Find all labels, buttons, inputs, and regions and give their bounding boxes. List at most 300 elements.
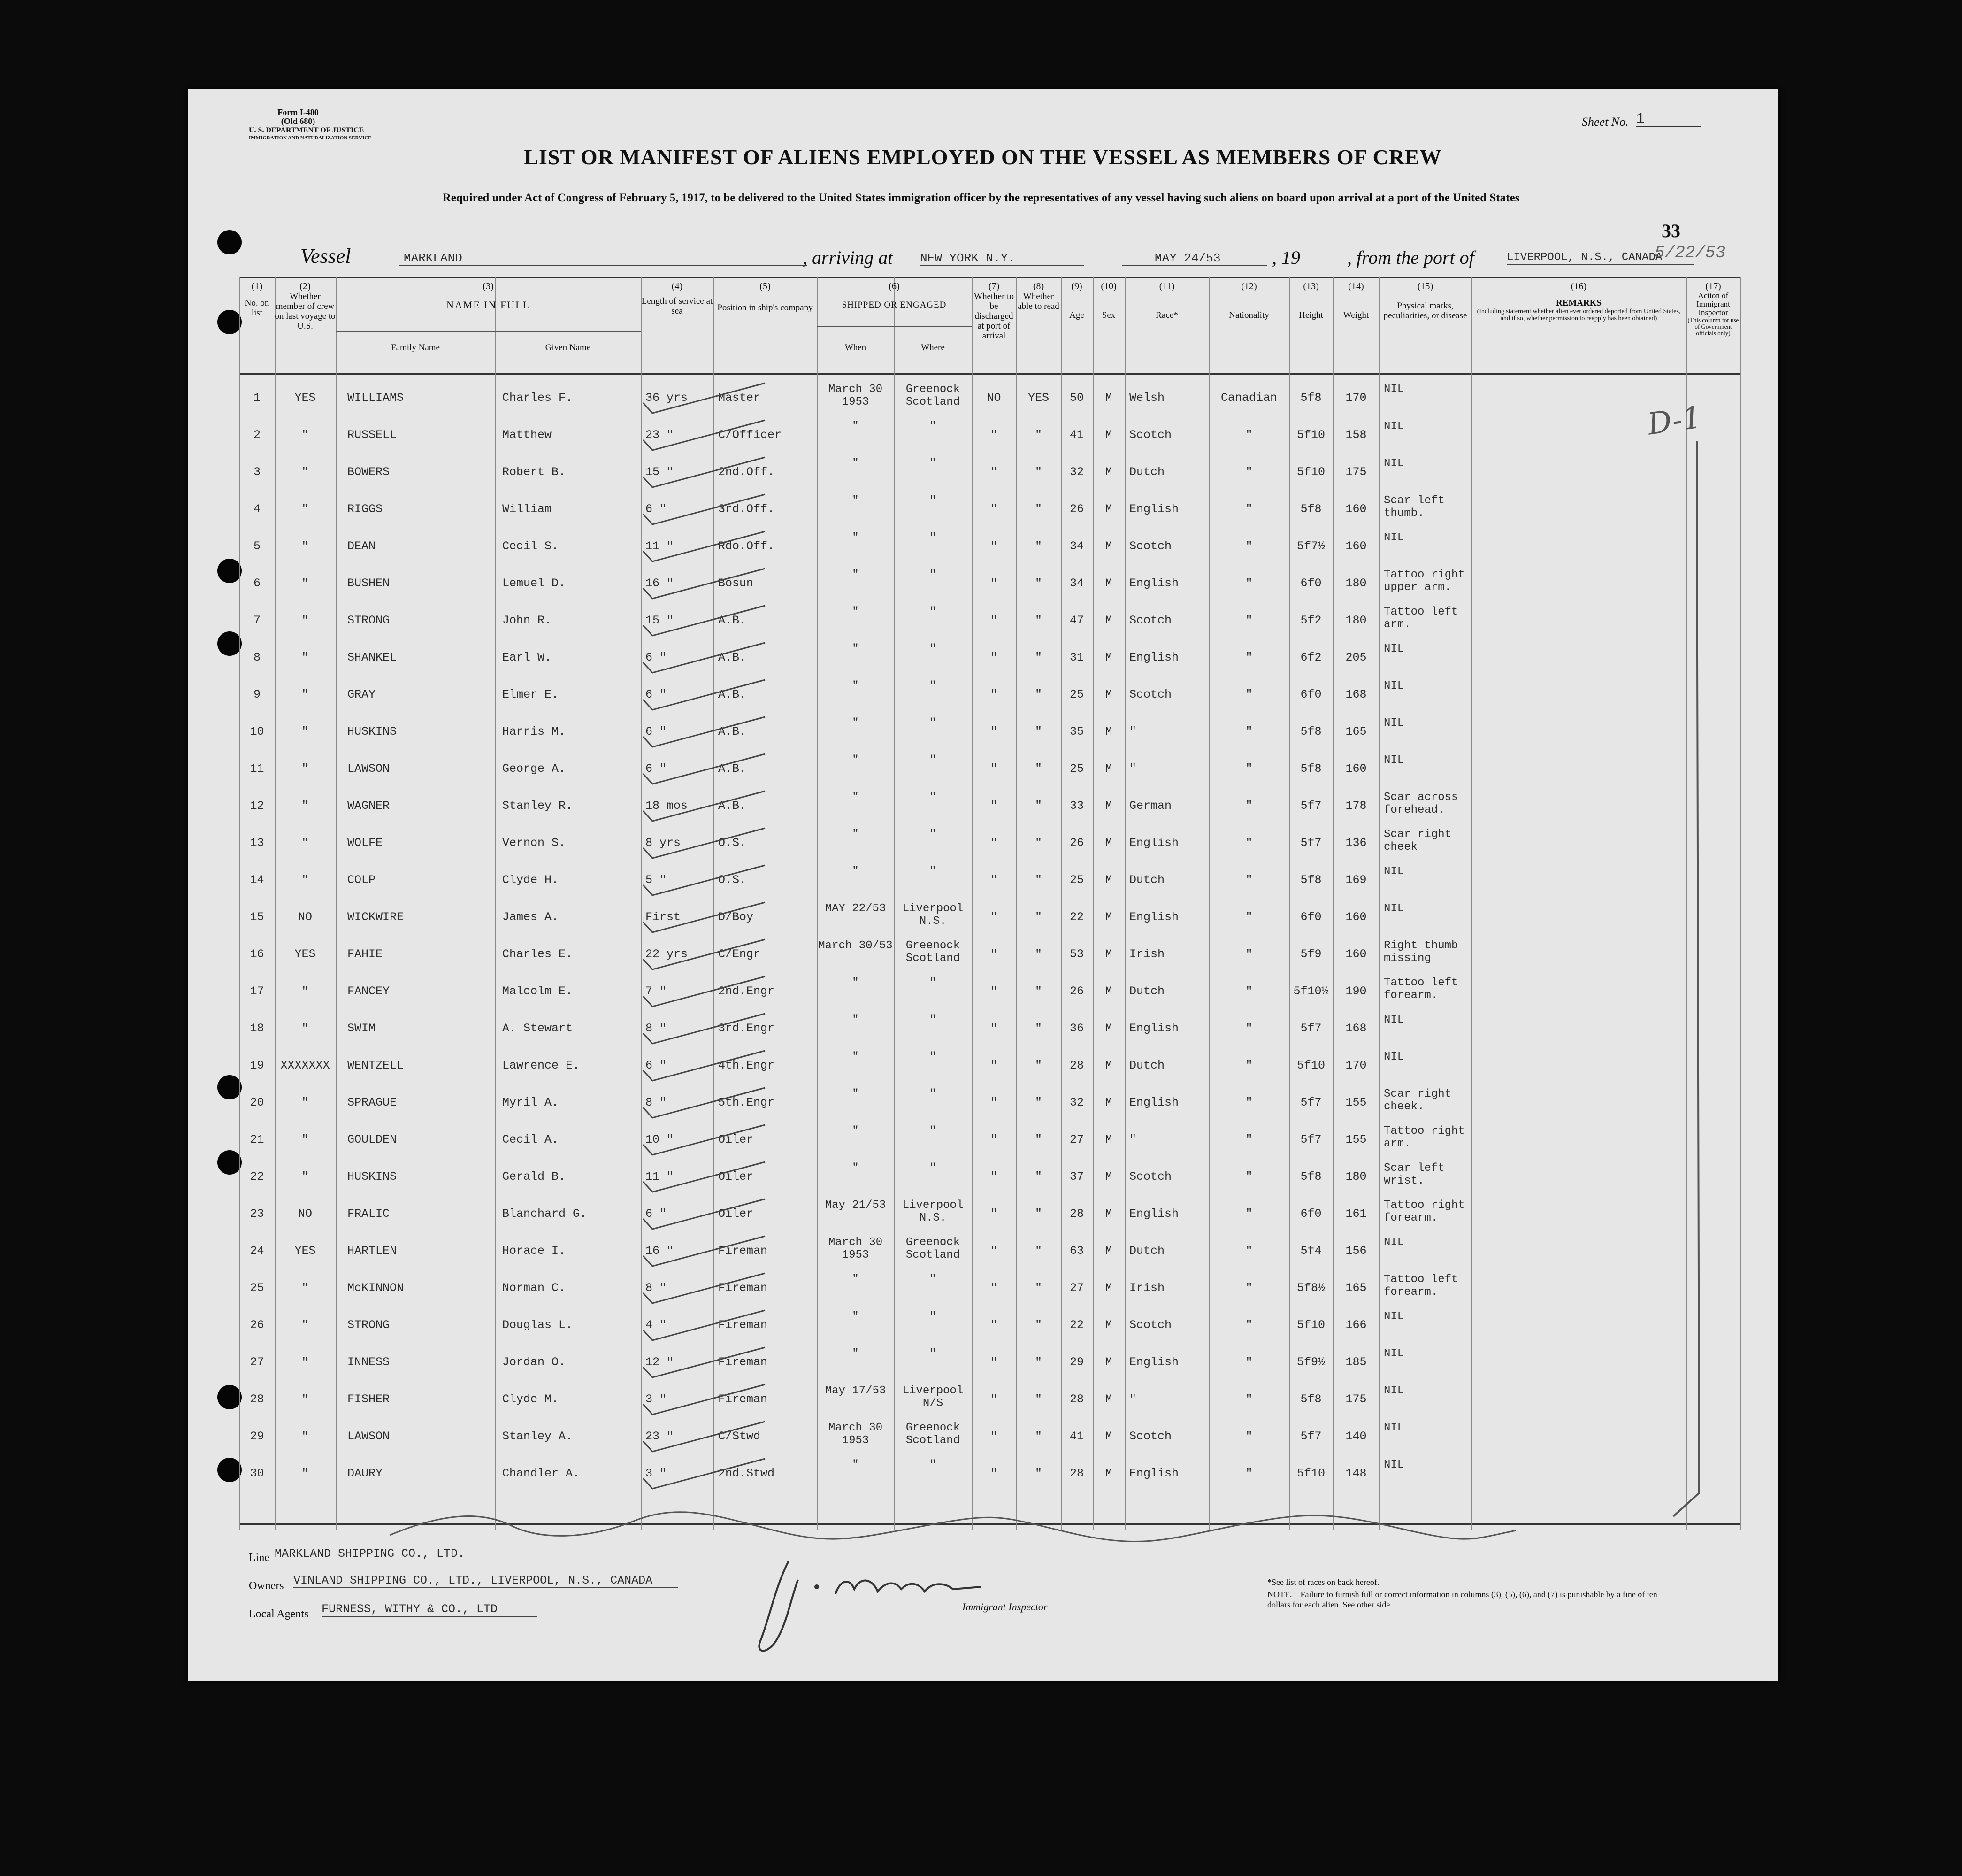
local-agents: FURNESS, WITHY & CO., LTD: [322, 1602, 537, 1617]
cell-position: A.B.: [718, 762, 747, 776]
cell-given-name: Vernon S.: [502, 836, 566, 850]
cell-weight: 136: [1345, 836, 1367, 850]
cell-age: 32: [1069, 1096, 1084, 1109]
cell-discharged: ": [990, 984, 997, 998]
cell-last-voyage: NO: [298, 1207, 312, 1221]
cell-shipped-when: ": [852, 976, 859, 989]
cell-service-length: 6 ": [645, 651, 667, 664]
cell-family-name: McKINNON: [347, 1281, 404, 1295]
cell-discharged: ": [990, 762, 997, 776]
cell-nationality: ": [1245, 947, 1253, 961]
table-row: [239, 602, 1741, 638]
table-row: [239, 1344, 1741, 1380]
cell-race: English: [1129, 1096, 1179, 1109]
cell-family-name: FISHER: [347, 1392, 390, 1406]
cell-given-name: Malcolm E.: [502, 984, 573, 998]
cell-given-name: Charles E.: [502, 947, 573, 961]
cell-age: 37: [1069, 1170, 1084, 1184]
cell-height: 6f2: [1300, 651, 1322, 664]
cell-height: 5f8: [1300, 873, 1322, 887]
cell-row-number: 12: [250, 799, 264, 813]
cell-height: 5f10: [1296, 465, 1325, 479]
cell-shipped-when: March 30/53: [818, 939, 893, 952]
cell-discharged: ": [990, 725, 997, 738]
page-mark: 33: [1662, 220, 1680, 241]
cell-able-to-read: ": [1035, 428, 1042, 442]
cell-sex: M: [1105, 1355, 1112, 1369]
cell-position: 3rd.Off.: [718, 502, 775, 516]
cell-physical-marks: NIL: [1384, 680, 1404, 692]
cell-height: 5f8: [1300, 391, 1322, 405]
cell-able-to-read: ": [1035, 1430, 1042, 1443]
cell-given-name: Myril A.: [502, 1096, 559, 1109]
check-mark: [638, 899, 770, 935]
cell-weight: 160: [1345, 502, 1367, 516]
cell-position: C/Engr: [718, 947, 761, 961]
cell-position: Oiler: [718, 1207, 754, 1221]
cell-position: A.B.: [718, 651, 747, 664]
cell-service-length: 8 ": [645, 1096, 667, 1109]
cell-physical-marks: Scar right cheek.: [1384, 1088, 1452, 1113]
cell-service-length: 23 ": [645, 428, 674, 442]
cell-nationality: ": [1245, 539, 1253, 553]
cell-weight: 160: [1345, 539, 1367, 553]
cell-height: 5f9½: [1296, 1355, 1325, 1369]
table-row: [239, 861, 1741, 898]
cell-discharged: ": [990, 1281, 997, 1295]
cell-service-length: First: [645, 910, 681, 924]
cell-position: Fireman: [718, 1244, 768, 1258]
arrival-port: NEW YORK N.Y.: [920, 251, 1084, 266]
cell-position: 4th.Engr: [718, 1059, 775, 1072]
cell-physical-marks: NIL: [1384, 531, 1404, 544]
cell-row-number: 22: [250, 1170, 264, 1184]
cell-family-name: LAWSON: [347, 1430, 390, 1443]
check-mark: [638, 973, 770, 1009]
cell-race: English: [1129, 1207, 1179, 1221]
cell-physical-marks: NIL: [1384, 1236, 1404, 1249]
cell-weight: 168: [1345, 688, 1367, 701]
cell-given-name: Horace I.: [502, 1244, 566, 1258]
cell-position: Fireman: [718, 1318, 768, 1332]
cell-service-length: 23 ": [645, 1430, 674, 1443]
cell-service-length: 10 ": [645, 1133, 674, 1146]
cell-race: Dutch: [1129, 1244, 1165, 1258]
cell-shipped-where: ": [929, 976, 936, 989]
cell-able-to-read: ": [1035, 1467, 1042, 1480]
cell-discharged: ": [990, 1244, 997, 1258]
cell-age: 34: [1069, 539, 1084, 553]
cell-physical-marks: Right thumb missing: [1384, 939, 1458, 965]
cell-shipped-where: ": [929, 1088, 936, 1100]
cell-physical-marks: NIL: [1384, 1384, 1404, 1397]
cell-race: Irish: [1129, 1281, 1165, 1295]
cell-weight: 170: [1345, 1059, 1367, 1072]
cell-height: 5f7: [1300, 1430, 1322, 1443]
arrival-date: MAY 24/53: [1122, 251, 1267, 266]
check-mark: [638, 1047, 770, 1084]
table-row: [239, 899, 1741, 935]
cell-shipped-when: ": [852, 1014, 859, 1026]
cell-able-to-read: ": [1035, 614, 1042, 627]
cell-family-name: LAWSON: [347, 762, 390, 776]
cell-race: Scotch: [1129, 1318, 1172, 1332]
cell-last-voyage: NO: [298, 910, 312, 924]
cell-discharged: ": [990, 947, 997, 961]
cell-service-length: 3 ": [645, 1467, 667, 1480]
cell-nationality: ": [1245, 1022, 1253, 1035]
cell-able-to-read: ": [1035, 1170, 1042, 1184]
check-mark: [638, 787, 770, 824]
cell-able-to-read: ": [1035, 1133, 1042, 1146]
cell-shipped-when: March 30 1953: [828, 1422, 883, 1447]
cell-shipped-when: ": [852, 494, 859, 507]
punch-hole: [217, 310, 242, 334]
cell-shipped-where: ": [929, 457, 936, 470]
cell-age: 33: [1069, 799, 1084, 813]
cell-physical-marks: NIL: [1384, 902, 1404, 915]
cell-nationality: ": [1245, 465, 1253, 479]
cell-row-number: 30: [250, 1467, 264, 1480]
cell-row-number: 29: [250, 1430, 264, 1443]
cell-nationality: ": [1245, 688, 1253, 701]
cell-age: 27: [1069, 1133, 1084, 1146]
cell-given-name: Clyde H.: [502, 873, 559, 887]
cell-height: 5f8: [1300, 762, 1322, 776]
cell-sex: M: [1105, 947, 1112, 961]
cell-height: 5f10: [1296, 1318, 1325, 1332]
cell-nationality: ": [1245, 799, 1253, 813]
cell-given-name: Chandler A.: [502, 1467, 580, 1480]
penalty-note: NOTE.—Failure to furnish full or correct information in columns (3), (5), (6), and (7) is punishable by a fine of ten dollars for each alien. See other side.: [1267, 1590, 1657, 1609]
cell-race: Dutch: [1129, 1059, 1165, 1072]
cell-race: English: [1129, 651, 1179, 664]
cell-height: 5f2: [1300, 614, 1322, 627]
col-head-11: (11) Race*: [1156, 281, 1178, 320]
check-mark: [638, 602, 770, 638]
cell-row-number: 2: [253, 428, 261, 442]
cell-position: Master: [718, 391, 761, 405]
cell-last-voyage: ": [301, 984, 309, 998]
cell-position: 2nd.Off.: [718, 465, 775, 479]
cell-given-name: Stanley A.: [502, 1430, 573, 1443]
cell-family-name: FANCEY: [347, 984, 390, 998]
cell-last-voyage: ": [301, 465, 309, 479]
cell-last-voyage: XXXXXXX: [280, 1059, 330, 1072]
cell-discharged: ": [990, 1467, 997, 1480]
cell-last-voyage: ": [301, 539, 309, 553]
cell-position: D/Boy: [718, 910, 754, 924]
cell-row-number: 28: [250, 1392, 264, 1406]
check-mark: [638, 824, 770, 861]
table-row: [239, 1269, 1741, 1306]
cell-given-name: Douglas L.: [502, 1318, 573, 1332]
cell-nationality: ": [1245, 428, 1253, 442]
cell-nationality: ": [1245, 651, 1253, 664]
cell-shipped-where: ": [929, 717, 936, 730]
cell-race: Scotch: [1129, 1430, 1172, 1443]
cell-shipped-when: ": [852, 1459, 859, 1471]
cell-service-length: 15 ": [645, 614, 674, 627]
cell-physical-marks: NIL: [1384, 1347, 1404, 1360]
cell-race: ": [1129, 1133, 1137, 1146]
cell-family-name: GOULDEN: [347, 1133, 397, 1146]
check-mark: [638, 1381, 770, 1417]
cell-last-voyage: ": [301, 1133, 309, 1146]
cell-shipped-when: ": [852, 1162, 859, 1175]
cell-given-name: Jordan O.: [502, 1355, 566, 1369]
col-head-3: (3) NAME IN FULL: [446, 281, 530, 311]
cell-weight: 175: [1345, 465, 1367, 479]
cell-shipped-where: Liverpool N.S.: [902, 902, 964, 928]
cell-height: 5f10: [1296, 428, 1325, 442]
cell-height: 5f7: [1300, 1022, 1322, 1035]
cell-sex: M: [1105, 428, 1112, 442]
cell-shipped-when: ": [852, 1125, 859, 1138]
cell-nationality: ": [1245, 1244, 1253, 1258]
cell-shipped-when: ": [852, 865, 859, 878]
cell-position: Fireman: [718, 1392, 768, 1406]
check-mark: [638, 639, 770, 676]
cell-physical-marks: NIL: [1384, 1422, 1404, 1434]
cell-discharged: ": [990, 1022, 997, 1035]
table-row: [239, 1010, 1741, 1046]
cell-position: Oiler: [718, 1170, 754, 1184]
punch-hole: [217, 1075, 242, 1099]
cell-age: 50: [1069, 391, 1084, 405]
cell-last-voyage: ": [301, 1281, 309, 1295]
races-note: *See list of races on back hereof.: [1267, 1577, 1380, 1587]
cell-row-number: 4: [253, 502, 261, 516]
cell-sex: M: [1105, 1022, 1112, 1035]
cell-last-voyage: ": [301, 873, 309, 887]
cell-sex: M: [1105, 1430, 1112, 1443]
cell-sex: M: [1105, 1318, 1112, 1332]
cell-physical-marks: NIL: [1384, 717, 1404, 730]
cell-position: C/Stwd: [718, 1430, 761, 1443]
cell-weight: 160: [1345, 947, 1367, 961]
cell-race: Irish: [1129, 947, 1165, 961]
table-row: [239, 528, 1741, 564]
cell-physical-marks: NIL: [1384, 1459, 1404, 1471]
cell-shipped-where: ": [929, 1051, 936, 1063]
cell-sex: M: [1105, 836, 1112, 850]
cell-nationality: ": [1245, 502, 1253, 516]
cell-race: Scotch: [1129, 614, 1172, 627]
cell-nationality: ": [1245, 873, 1253, 887]
cell-able-to-read: ": [1035, 577, 1042, 590]
sheet-number: 1: [1636, 110, 1701, 127]
cell-shipped-when: ": [852, 1051, 859, 1063]
cell-last-voyage: ": [301, 836, 309, 850]
cell-weight: 178: [1345, 799, 1367, 813]
cell-able-to-read: ": [1035, 502, 1042, 516]
table-row: [239, 1232, 1741, 1269]
col-head-given: Given Name: [545, 343, 591, 353]
cell-shipped-where: Greenock Scotland: [905, 383, 960, 408]
cell-row-number: 14: [250, 873, 264, 887]
cell-position: 3rd.Engr: [718, 1022, 775, 1035]
cell-weight: 170: [1345, 391, 1367, 405]
cell-shipped-when: ": [852, 1088, 859, 1100]
cell-age: 28: [1069, 1392, 1084, 1406]
cell-physical-marks: Tattoo right upper arm.: [1384, 569, 1465, 594]
inspector-mark: D-1: [1645, 400, 1704, 442]
cell-nationality: ": [1245, 1430, 1253, 1443]
table-row: [239, 639, 1741, 676]
cell-service-length: 8 ": [645, 1022, 667, 1035]
cell-age: 22: [1069, 1318, 1084, 1332]
cell-shipped-where: ": [929, 791, 936, 804]
cell-physical-marks: Scar right cheek: [1384, 828, 1452, 853]
cell-given-name: James A.: [502, 910, 559, 924]
cell-position: Bosun: [718, 577, 754, 590]
col-head-10: (10) Sex: [1101, 281, 1117, 320]
cell-row-number: 21: [250, 1133, 264, 1146]
cell-age: 63: [1069, 1244, 1084, 1258]
cell-sex: M: [1105, 1392, 1112, 1406]
cell-nationality: ": [1245, 1281, 1253, 1295]
cell-race: Dutch: [1129, 984, 1165, 998]
cell-weight: 180: [1345, 614, 1367, 627]
cell-sex: M: [1105, 1170, 1112, 1184]
cell-weight: 168: [1345, 1022, 1367, 1035]
cell-row-number: 15: [250, 910, 264, 924]
col-head-2: (2) Whether member of crew on last voyage to U.S.: [275, 281, 336, 331]
cell-physical-marks: Scar left thumb.: [1384, 494, 1445, 520]
cell-sex: M: [1105, 799, 1112, 813]
cell-shipped-where: Greenock Scotland: [905, 1422, 960, 1447]
cell-height: 5f8: [1300, 725, 1322, 738]
cell-weight: 161: [1345, 1207, 1367, 1221]
cell-sex: M: [1105, 984, 1112, 998]
check-mark: [638, 1269, 770, 1306]
cell-shipped-where: ": [929, 606, 936, 618]
cell-service-length: 5 ": [645, 873, 667, 887]
table-row: [239, 1047, 1741, 1084]
punch-hole: [217, 559, 242, 583]
cell-discharged: ": [990, 1170, 997, 1184]
cell-height: 5f8: [1300, 502, 1322, 516]
cell-sex: M: [1105, 391, 1112, 405]
cell-nationality: ": [1245, 577, 1253, 590]
cell-able-to-read: ": [1035, 688, 1042, 701]
cell-discharged: ": [990, 428, 997, 442]
cell-height: 6f0: [1300, 1207, 1322, 1221]
check-mark: [638, 416, 770, 453]
cell-physical-marks: Scar across forehead.: [1384, 791, 1458, 816]
table-row: [239, 1307, 1741, 1343]
cell-age: 28: [1069, 1059, 1084, 1072]
check-mark: [638, 454, 770, 490]
cell-able-to-read: ": [1035, 1392, 1042, 1406]
cell-nationality: ": [1245, 910, 1253, 924]
col-head-6: (6) SHIPPED OR ENGAGED: [842, 281, 947, 310]
cell-able-to-read: ": [1035, 465, 1042, 479]
cell-nationality: ": [1245, 1318, 1253, 1332]
cell-nationality: ": [1245, 1355, 1253, 1369]
cell-family-name: HUSKINS: [347, 725, 397, 738]
cell-service-length: 12 ": [645, 1355, 674, 1369]
cell-discharged: NO: [987, 391, 1001, 405]
cell-family-name: FRALIC: [347, 1207, 390, 1221]
cell-shipped-when: May 21/53: [825, 1199, 886, 1212]
col-head-16: (16) REMARKS (Including statement whether alien ever ordered deported from United States, and if so, whether permission to reapply has been obtained): [1477, 281, 1681, 322]
cell-shipped-where: ": [929, 1162, 936, 1175]
cell-weight: 180: [1345, 1170, 1367, 1184]
cell-physical-marks: Tattoo left arm.: [1384, 606, 1458, 631]
cell-given-name: Stanley R.: [502, 799, 573, 813]
cell-position: 2nd.Engr: [718, 984, 775, 998]
cell-shipped-where: Greenock Scotland: [905, 1236, 960, 1261]
cell-discharged: ": [990, 651, 997, 664]
table-row: [239, 676, 1741, 713]
cell-shipped-when: ": [852, 569, 859, 581]
cell-height: 5f8½: [1296, 1281, 1325, 1295]
cell-physical-marks: Tattoo right forearm.: [1384, 1199, 1465, 1224]
cell-last-voyage: ": [301, 1430, 309, 1443]
cell-race: Scotch: [1129, 1170, 1172, 1184]
cell-shipped-where: ": [929, 1125, 936, 1138]
cell-age: 25: [1069, 873, 1084, 887]
cell-physical-marks: Tattoo left forearm.: [1384, 1273, 1458, 1299]
cell-able-to-read: ": [1035, 1207, 1042, 1221]
cell-age: 26: [1069, 836, 1084, 850]
cell-last-voyage: ": [301, 1318, 309, 1332]
cell-discharged: ": [990, 910, 997, 924]
cell-shipped-when: ": [852, 754, 859, 767]
cell-last-voyage: ": [301, 725, 309, 738]
crew-table: [239, 277, 1741, 1530]
cell-weight: 185: [1345, 1355, 1367, 1369]
cell-height: 5f7: [1300, 1133, 1322, 1146]
cell-race: Scotch: [1129, 688, 1172, 701]
cell-service-length: 36 yrs: [645, 391, 688, 405]
cell-shipped-when: ": [852, 643, 859, 655]
col-head-5: (5) Position in ship's company: [717, 281, 813, 313]
cell-age: 53: [1069, 947, 1084, 961]
cell-family-name: BOWERS: [347, 465, 390, 479]
cell-row-number: 20: [250, 1096, 264, 1109]
check-mark: [638, 1307, 770, 1343]
table-row: [239, 416, 1741, 453]
punch-hole: [217, 1150, 242, 1175]
cell-service-length: 3 ": [645, 1392, 667, 1406]
cell-shipped-when: March 30 1953: [828, 1236, 883, 1261]
col-head-15: (15) Physical marks, peculiarities, or disease: [1383, 281, 1467, 321]
cell-sex: M: [1105, 1244, 1112, 1258]
cell-last-voyage: ": [301, 502, 309, 516]
table-row: [239, 1418, 1741, 1454]
cell-sex: M: [1105, 1133, 1112, 1146]
cell-race: English: [1129, 910, 1179, 924]
cell-sex: M: [1105, 577, 1112, 590]
cell-discharged: ": [990, 614, 997, 627]
check-mark: [638, 491, 770, 527]
cell-height: 5f10: [1296, 1467, 1325, 1480]
cell-service-length: 6 ": [645, 688, 667, 701]
check-mark: [638, 861, 770, 898]
cell-able-to-read: ": [1035, 836, 1042, 850]
cell-able-to-read: ": [1035, 873, 1042, 887]
cell-race: English: [1129, 1467, 1179, 1480]
closing-wave-line: [390, 1507, 1516, 1545]
cell-family-name: STRONG: [347, 1318, 390, 1332]
cell-given-name: Gerald B.: [502, 1170, 566, 1184]
cell-last-voyage: ": [301, 428, 309, 442]
cell-height: 5f9: [1300, 947, 1322, 961]
cell-age: 22: [1069, 910, 1084, 924]
